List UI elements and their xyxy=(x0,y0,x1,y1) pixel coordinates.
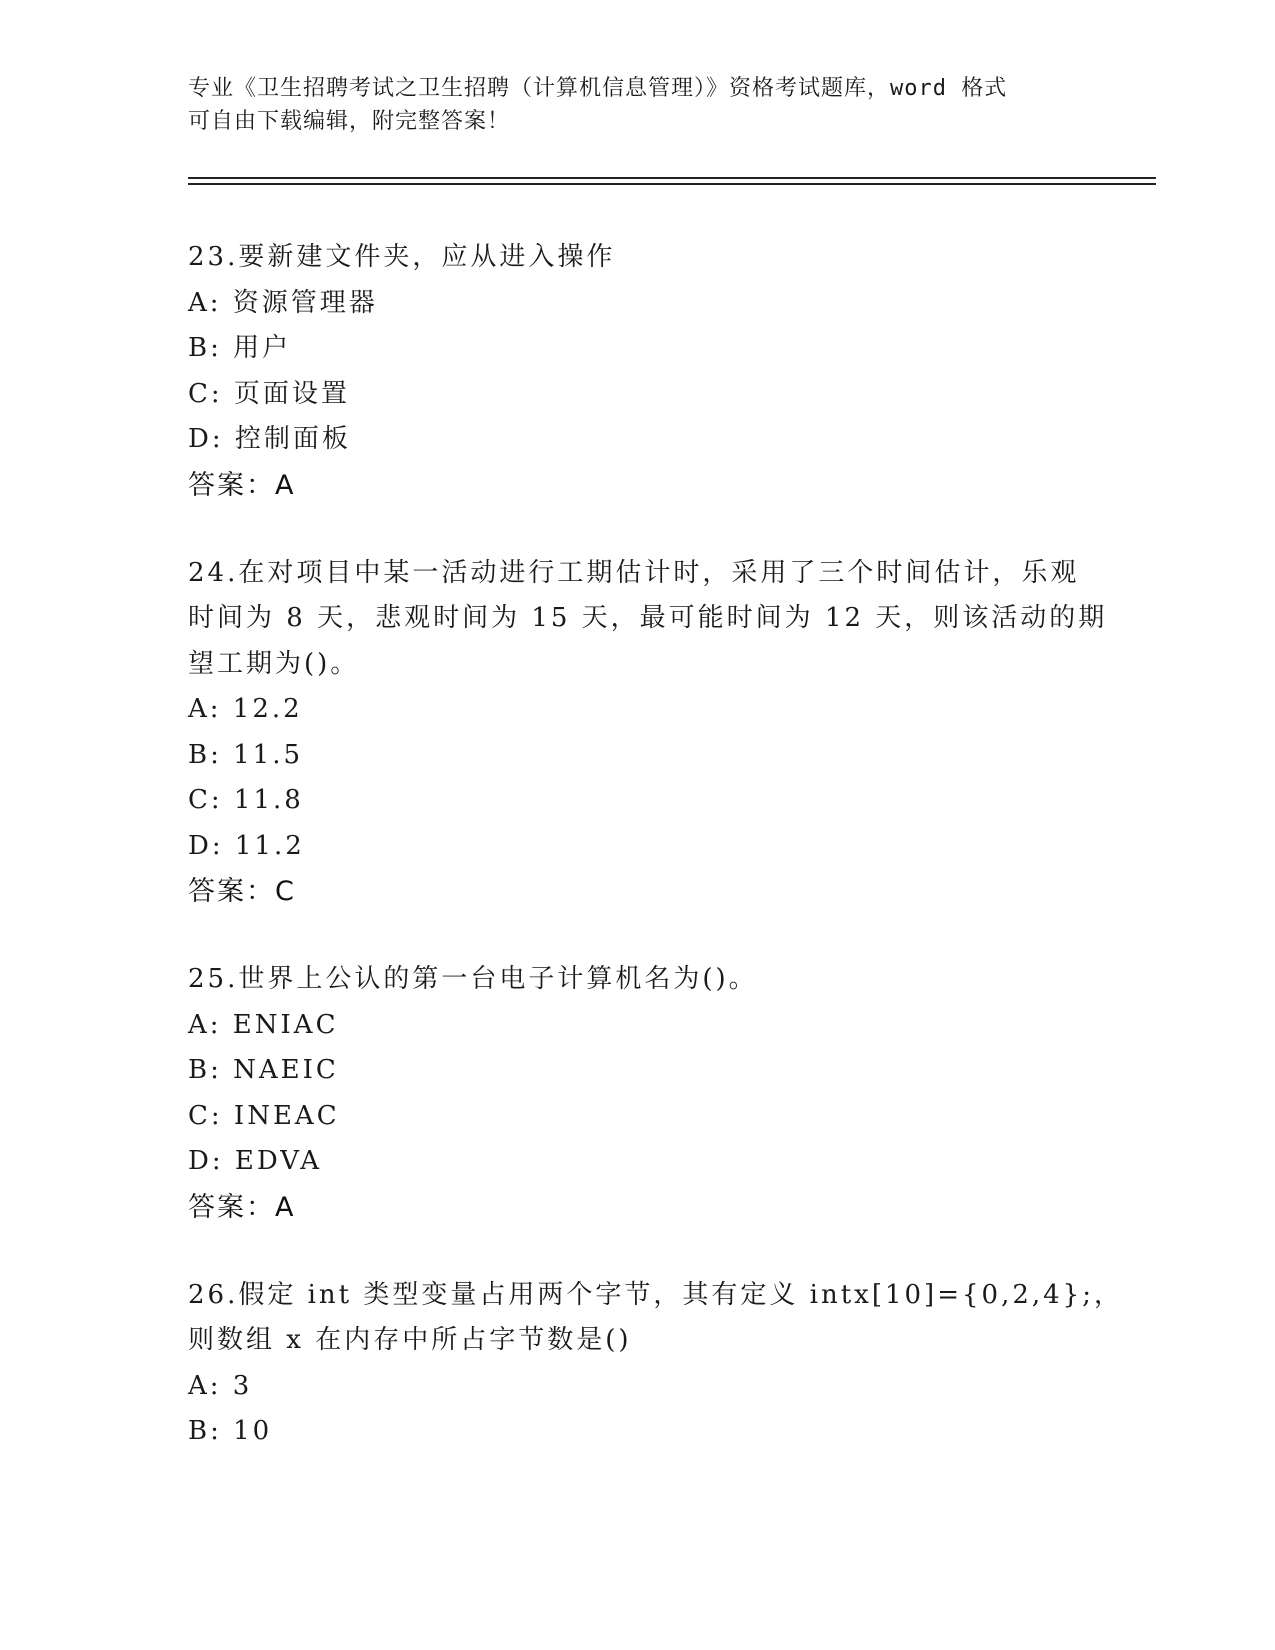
question-25 xyxy=(188,957,1088,1231)
option-b: B: 11.5 xyxy=(188,739,304,770)
option-c: C: 页面设置 xyxy=(188,378,350,409)
option-c: C: INEAC xyxy=(188,1100,340,1131)
option-a: A: 12.2 xyxy=(188,694,303,724)
option-b: B: 用户 xyxy=(188,333,292,363)
answer-line: 答案：C xyxy=(188,876,296,907)
option-d: D: 11.2 xyxy=(188,830,305,861)
option-a: A: 3 xyxy=(188,1370,253,1401)
option-d: D: 控制面板 xyxy=(188,424,351,454)
document-header xyxy=(188,72,1088,138)
question-stem: 26.假定 int 类型变量占用两个字节，其有定义 intx[10]={0,2,4};， xyxy=(188,1279,1123,1310)
header-line-2: 可自由下载编辑，附完整答案！ xyxy=(188,109,511,134)
option-d: D: EDVA xyxy=(188,1146,323,1176)
question-stem: 时间为 8 天，悲观时间为 15 天，最可能时间为 12 天，则该活动的期 xyxy=(188,603,1108,633)
option-c: C: 11.8 xyxy=(188,785,304,815)
question-23 xyxy=(188,235,1088,509)
option-a: A: ENIAC xyxy=(188,1009,339,1040)
option-b: B: 10 xyxy=(188,1416,273,1446)
answer-line: 答案：A xyxy=(188,1191,296,1223)
header-divider-top xyxy=(188,177,1156,179)
option-b: B: NAEIC xyxy=(188,1055,339,1085)
question-stem: 24.在对项目中某一活动进行工期估计时，采用了三个时间估计，乐观 xyxy=(188,557,1080,588)
header-line-1: 专业《卫生招聘考试之卫生招聘（计算机信息管理）》资格考试题库，word 格式 xyxy=(188,76,1008,101)
question-list xyxy=(188,235,1123,1497)
header-divider-bottom xyxy=(188,183,1156,185)
question-24 xyxy=(188,551,1108,916)
question-stem: 望工期为()。 xyxy=(188,648,360,679)
option-a: A: 资源管理器 xyxy=(188,287,378,318)
question-stem: 25.世界上公认的第一台电子计算机名为()。 xyxy=(188,964,758,994)
question-stem: 则数组 x 在内存中所占字节数是() xyxy=(188,1325,632,1355)
answer-line: 答案：A xyxy=(188,469,296,501)
question-26 xyxy=(188,1273,1123,1455)
question-stem: 23.要新建文件夹，应从进入操作 xyxy=(188,242,616,272)
